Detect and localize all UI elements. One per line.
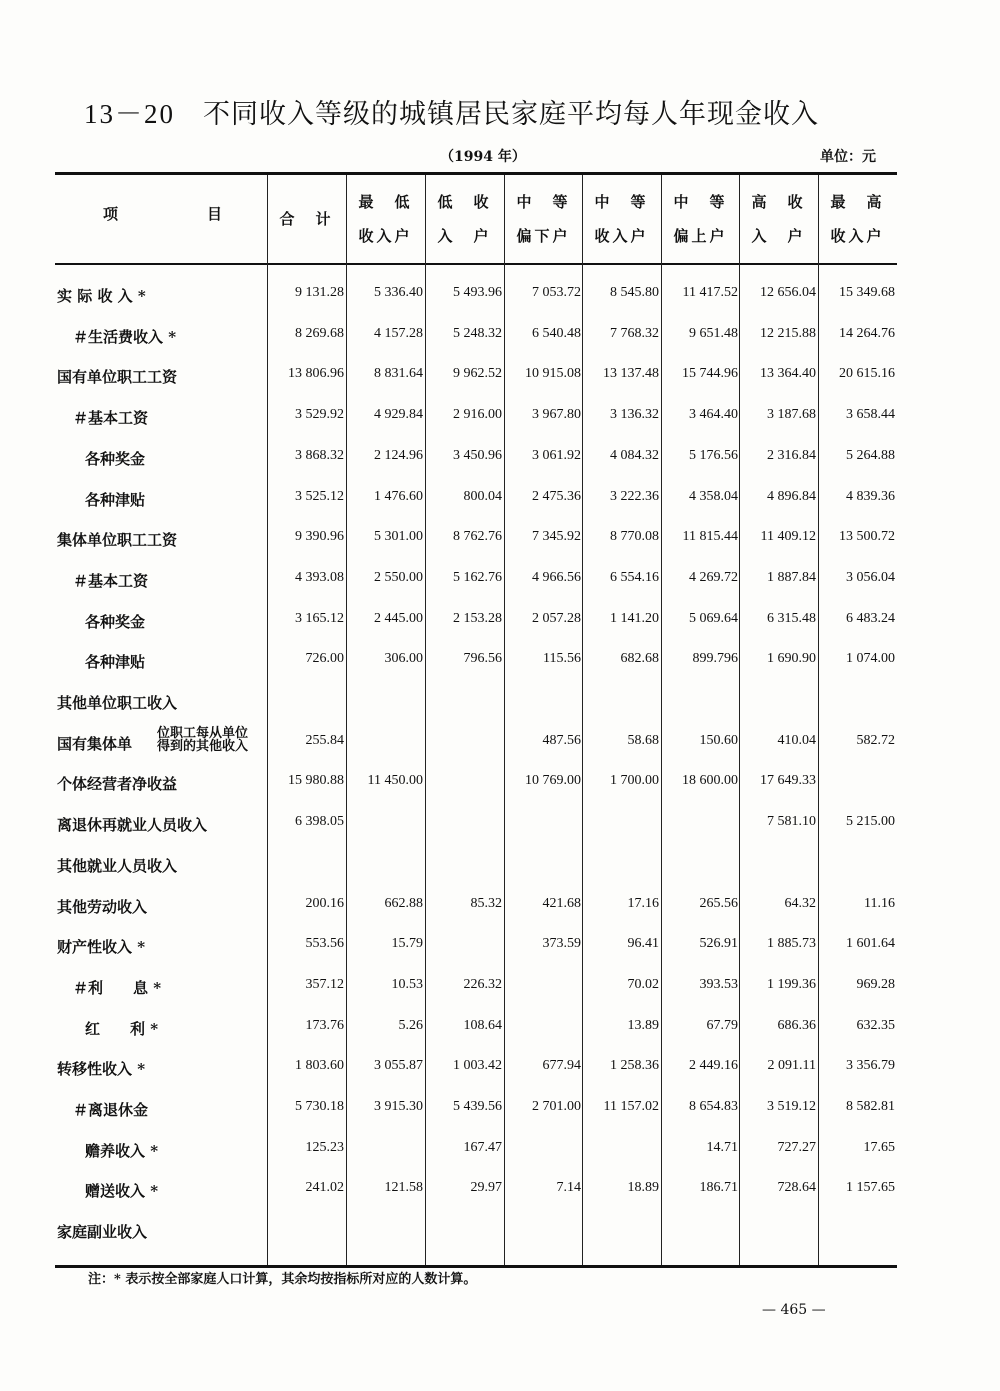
table-cell: 553.56 xyxy=(305,936,344,952)
row-label xyxy=(57,529,177,550)
table-cell: 8 545.80 xyxy=(610,285,659,300)
table-cell: 3 061.92 xyxy=(532,447,581,463)
table-cell: 10.53 xyxy=(391,976,423,992)
table-cell: 4 929.84 xyxy=(374,407,423,423)
table-row xyxy=(55,886,897,926)
row-label xyxy=(85,489,145,510)
column-divider xyxy=(661,175,662,1265)
table-cell: 4 157.28 xyxy=(374,325,423,341)
table-cell: 3 529.92 xyxy=(295,407,344,423)
column-divider xyxy=(582,175,583,1265)
row-label xyxy=(57,1058,145,1079)
table-cell: 3 222.36 xyxy=(610,488,659,504)
row-label-subline: 得到的其他收入 xyxy=(157,738,249,754)
row-label-text: 各种奖金 xyxy=(85,612,146,631)
table-cell: 200.16 xyxy=(305,895,344,911)
table-row xyxy=(55,682,897,722)
table-cell: 13 806.96 xyxy=(288,366,344,382)
table-cell: 726.00 xyxy=(305,651,344,667)
column-divider xyxy=(425,175,426,1265)
table-cell: 677.94 xyxy=(542,1058,581,1074)
table-cell: 96.41 xyxy=(627,936,659,952)
column-header xyxy=(504,185,583,255)
table-cell: 67.79 xyxy=(706,1017,738,1033)
table-cell: 526.91 xyxy=(699,936,738,952)
table-cell: 2 316.84 xyxy=(767,447,816,463)
table-cell: 6 315.48 xyxy=(767,610,816,626)
table-cell: 9 131.28 xyxy=(295,285,344,300)
table-cell: 125.23 xyxy=(305,1139,344,1155)
table-cell: 18 600.00 xyxy=(682,773,738,789)
table-cell: 14.71 xyxy=(706,1139,738,1155)
table-cell: 13 137.48 xyxy=(603,366,659,382)
table-cell: 70.02 xyxy=(627,976,659,992)
table-cell: 11 417.52 xyxy=(682,285,738,300)
table-cell: 1 199.36 xyxy=(767,976,816,992)
table-cell: 5 336.40 xyxy=(374,285,423,300)
row-label xyxy=(57,773,177,794)
table-cell: 796.56 xyxy=(463,651,502,667)
table-row xyxy=(55,804,897,844)
row-label xyxy=(73,977,161,998)
row-label xyxy=(57,896,147,917)
table-cell: 3 464.40 xyxy=(689,407,738,423)
table-cell: 1 690.90 xyxy=(767,651,816,667)
row-label-text: 其他劳动收入 xyxy=(57,897,148,916)
table-cell: 2 916.00 xyxy=(453,407,502,423)
column-header-line1: 中 等 xyxy=(516,193,571,211)
table-row xyxy=(55,275,897,315)
row-label xyxy=(57,814,207,835)
table-cell: 2 701.00 xyxy=(532,1099,581,1114)
table-row xyxy=(55,1048,897,1088)
table-cell: 5 301.00 xyxy=(374,529,423,545)
item-header-char-2: 目 xyxy=(207,205,223,223)
table-cell: 85.32 xyxy=(470,895,502,911)
row-label-text: 财产性收入 * xyxy=(57,938,146,957)
table-row xyxy=(55,560,897,600)
table-cell: 11 409.12 xyxy=(760,529,816,545)
table-cell: 3 519.12 xyxy=(767,1099,816,1114)
column-header-line1: 低 收 xyxy=(437,193,492,211)
table-cell: 727.27 xyxy=(777,1139,816,1155)
row-label-text: 各种奖金 xyxy=(85,449,146,468)
table-cell: 487.56 xyxy=(542,732,581,748)
table-cell: 2 057.28 xyxy=(532,610,581,626)
row-label xyxy=(85,651,145,672)
column-divider xyxy=(267,175,268,1265)
column-header-line1: 中 等 xyxy=(673,193,728,211)
table-cell: 800.04 xyxy=(463,488,502,504)
table-cell: 3 356.79 xyxy=(846,1058,895,1074)
column-header-line2: 入 户 xyxy=(751,227,806,245)
table-cell: 226.32 xyxy=(463,976,502,992)
table-cell: 5 162.76 xyxy=(453,569,502,585)
table-cell: 186.71 xyxy=(699,1180,738,1196)
row-label xyxy=(85,1140,158,1161)
column-header xyxy=(267,202,346,272)
table-cell: 17.16 xyxy=(627,895,659,911)
table-cell: 1 141.20 xyxy=(610,610,659,626)
table-cell: 15 980.88 xyxy=(288,773,344,789)
table-cell: 12 656.04 xyxy=(760,285,816,300)
table-cell: 14 264.76 xyxy=(839,325,895,341)
table-cell: 1 157.65 xyxy=(846,1180,895,1196)
table-cell: 17 649.33 xyxy=(760,773,816,789)
row-label-text: 其他就业人员收入 xyxy=(57,856,178,875)
table-row xyxy=(55,316,897,356)
table-cell: 15.79 xyxy=(391,936,423,952)
table-cell: 18.89 xyxy=(627,1180,659,1196)
table-cell: 13 364.40 xyxy=(760,366,816,382)
table-cell: 17.65 xyxy=(863,1139,895,1155)
table-row xyxy=(55,1211,897,1251)
table-cell: 2 445.00 xyxy=(374,610,423,626)
row-label-text: ＃利 息 * xyxy=(73,978,162,997)
table-cell: 5.26 xyxy=(398,1017,423,1033)
table-cell: 9 651.48 xyxy=(689,325,738,341)
year-subtitle: （1994 年） xyxy=(440,149,526,165)
item-header-char-1: 项 xyxy=(103,205,119,223)
row-label-text: 各种津贴 xyxy=(85,490,146,509)
table-cell: 899.796 xyxy=(692,651,738,667)
row-label-text: 离退休再就业人员收入 xyxy=(57,816,208,835)
column-header xyxy=(661,185,740,255)
row-label-text: 赠送收入 * xyxy=(85,1182,159,1201)
table-cell: 728.64 xyxy=(777,1180,816,1196)
table-cell: 8 831.64 xyxy=(374,366,423,382)
table-cell: 3 658.44 xyxy=(846,407,895,423)
row-label xyxy=(57,855,177,876)
column-header xyxy=(346,185,425,255)
table-cell: 393.53 xyxy=(699,976,738,992)
table-cell: 6 554.16 xyxy=(610,569,659,585)
row-label xyxy=(85,1180,158,1201)
table-cell: 8 582.81 xyxy=(846,1099,895,1114)
row-label xyxy=(57,366,177,387)
table-cell: 410.04 xyxy=(777,732,816,748)
table-cell: 115.56 xyxy=(543,651,581,667)
row-label-text: ＃离退休金 xyxy=(73,1101,149,1119)
table-cell: 7 581.10 xyxy=(767,814,816,830)
table-cell: 11.16 xyxy=(864,895,895,911)
row-label-text: ＃生活费收入 * xyxy=(73,327,177,346)
table-row xyxy=(55,356,897,396)
row-label-subtext xyxy=(157,727,248,753)
column-header-line2: 偏上户 xyxy=(673,227,728,245)
table-cell: 3 450.96 xyxy=(453,447,502,463)
column-header-line1: 合 计 xyxy=(279,210,334,228)
table-row xyxy=(55,438,897,478)
table-cell: 255.84 xyxy=(305,732,344,748)
table-cell: 306.00 xyxy=(384,651,423,667)
row-label-text: 家庭副业收入 xyxy=(57,1223,148,1242)
table-cell: 357.12 xyxy=(305,976,344,992)
page-number: — 465 — xyxy=(762,1302,826,1318)
table-row xyxy=(55,1130,897,1170)
table-cell: 3 525.12 xyxy=(295,488,344,504)
row-label-text: 国有单位职工工资 xyxy=(57,368,178,387)
table-cell: 1 887.84 xyxy=(767,569,816,585)
table-cell: 5 493.96 xyxy=(453,285,502,300)
table-cell: 4 393.08 xyxy=(295,569,344,585)
row-label-text: 红 利 * xyxy=(85,1019,159,1038)
column-header-line2: 收入户 xyxy=(358,227,413,245)
table-cell: 2 153.28 xyxy=(453,610,502,626)
table-cell: 7.14 xyxy=(556,1180,581,1196)
column-divider xyxy=(739,175,740,1265)
table-cell: 373.59 xyxy=(542,936,581,952)
table-number: 13－20 xyxy=(84,99,175,129)
table-cell: 5 439.56 xyxy=(453,1099,502,1114)
table-cell: 13 500.72 xyxy=(839,529,895,545)
table-row xyxy=(55,1170,897,1210)
table-cell: 5 176.56 xyxy=(689,447,738,463)
table-cell: 121.58 xyxy=(384,1180,423,1196)
column-header xyxy=(582,185,661,255)
table-row xyxy=(55,519,897,559)
table-cell: 1 258.36 xyxy=(610,1058,659,1074)
row-label xyxy=(85,1018,158,1039)
table-cell: 4 896.84 xyxy=(767,488,816,504)
table-cell: 9 962.52 xyxy=(453,366,502,382)
table-cell: 58.68 xyxy=(627,732,659,748)
table-cell: 632.35 xyxy=(856,1017,895,1033)
table-cell: 1 700.00 xyxy=(610,773,659,789)
table-cell: 8 762.76 xyxy=(453,529,502,545)
row-label xyxy=(57,285,146,306)
table-cell: 10 769.00 xyxy=(525,773,581,789)
table-cell: 9 390.96 xyxy=(295,529,344,545)
table-title-text: 不同收入等级的城镇居民家庭平均每人年现金收入 xyxy=(203,99,819,130)
table-cell: 3 055.87 xyxy=(374,1058,423,1074)
table-row xyxy=(55,1008,897,1048)
table-cell: 8 770.08 xyxy=(610,529,659,545)
column-divider xyxy=(346,175,347,1265)
table-row xyxy=(55,763,897,803)
table-cell: 4 084.32 xyxy=(610,447,659,463)
table-cell: 5 215.00 xyxy=(846,814,895,830)
column-divider xyxy=(818,175,819,1265)
table-cell: 3 868.32 xyxy=(295,447,344,463)
row-label xyxy=(85,448,145,469)
column-header-line1: 中 等 xyxy=(594,193,649,211)
table-cell: 582.72 xyxy=(856,732,895,748)
table-cell: 11 815.44 xyxy=(682,529,738,545)
row-label-text: ＃基本工资 xyxy=(73,409,149,428)
table-cell: 173.76 xyxy=(305,1017,344,1033)
table-cell: 686.36 xyxy=(777,1017,816,1033)
table-cell: 20 615.16 xyxy=(839,366,895,382)
table-cell: 10 915.08 xyxy=(525,366,581,382)
table-cell: 150.60 xyxy=(699,732,738,748)
table-row xyxy=(55,845,897,885)
table-cell: 265.56 xyxy=(699,895,738,911)
table-cell: 4 358.04 xyxy=(689,488,738,504)
table-row xyxy=(55,641,897,681)
table-cell: 15 744.96 xyxy=(682,366,738,382)
table-cell: 3 165.12 xyxy=(295,610,344,626)
table-cell: 1 074.00 xyxy=(846,651,895,667)
table-cell: 2 449.16 xyxy=(689,1058,738,1074)
table-cell: 6 540.48 xyxy=(532,325,581,341)
column-header-line2: 偏下户 xyxy=(516,227,571,245)
table-cell: 108.64 xyxy=(463,1017,502,1033)
table-cell: 11 450.00 xyxy=(367,773,423,789)
column-header-line2: 入 户 xyxy=(437,227,492,245)
table-cell: 1 601.64 xyxy=(846,936,895,952)
table-cell: 5 264.88 xyxy=(846,447,895,463)
table-cell: 7 768.32 xyxy=(610,325,659,341)
table-cell: 5 069.64 xyxy=(689,610,738,626)
table-cell: 4 269.72 xyxy=(689,569,738,585)
table-cell: 421.68 xyxy=(542,895,581,911)
row-label xyxy=(73,326,176,347)
table-cell: 11 157.02 xyxy=(603,1099,659,1114)
row-label xyxy=(57,733,132,754)
table-cell: 1 885.73 xyxy=(767,936,816,952)
column-header-line1: 最 低 xyxy=(358,193,413,211)
row-label-text: 各种津贴 xyxy=(85,653,146,672)
row-label xyxy=(85,611,145,632)
table-cell: 3 187.68 xyxy=(767,407,816,423)
column-header-line1: 最 高 xyxy=(830,193,885,211)
table-cell: 6 398.05 xyxy=(295,814,344,830)
table-cell: 5 248.32 xyxy=(453,325,502,341)
table-cell: 3 915.30 xyxy=(374,1099,423,1114)
row-label xyxy=(57,936,145,957)
table-row xyxy=(55,601,897,641)
table-cell: 6 483.24 xyxy=(846,610,895,626)
column-header-line1: 高 收 xyxy=(751,193,806,211)
table-cell: 4 839.36 xyxy=(846,488,895,504)
table-row xyxy=(55,479,897,519)
unit-label: 单位：元 xyxy=(820,149,876,165)
table-row xyxy=(55,1089,897,1129)
row-label-text: 个体经营者净收益 xyxy=(57,775,178,794)
table-cell: 7 053.72 xyxy=(532,285,581,300)
income-table xyxy=(55,172,897,1268)
column-header xyxy=(739,185,818,255)
table-cell: 2 124.96 xyxy=(374,447,423,463)
table-row xyxy=(55,397,897,437)
table-cell: 8 654.83 xyxy=(689,1099,738,1114)
table-cell: 7 345.92 xyxy=(532,529,581,545)
row-label xyxy=(57,692,177,713)
table-row xyxy=(55,723,897,763)
row-label-text: 集体单位职工工资 xyxy=(57,531,178,550)
table-cell: 682.68 xyxy=(620,651,659,667)
row-label xyxy=(57,1221,147,1242)
row-label-text: ＃基本工资 xyxy=(73,571,149,590)
column-header xyxy=(818,185,897,255)
table-cell: 969.28 xyxy=(856,976,895,992)
row-label xyxy=(73,407,148,428)
row-label-subline: 位职工每从单位 xyxy=(157,725,249,741)
row-label xyxy=(73,570,148,591)
table-title xyxy=(84,92,884,132)
table-cell: 15 349.68 xyxy=(839,285,895,300)
table-cell: 3 967.80 xyxy=(532,407,581,423)
row-label-text: 转移性收入 * xyxy=(57,1060,146,1079)
table-header xyxy=(55,175,897,265)
table-cell: 3 136.32 xyxy=(610,407,659,423)
table-cell: 29.97 xyxy=(470,1180,502,1196)
table-cell: 167.47 xyxy=(463,1139,502,1155)
row-label-text: 赡养收入 * xyxy=(85,1141,159,1160)
table-cell: 8 269.68 xyxy=(295,325,344,341)
table-cell: 13.89 xyxy=(627,1017,659,1033)
column-divider xyxy=(504,175,505,1265)
table-cell: 3 056.04 xyxy=(846,569,895,585)
table-cell: 2 475.36 xyxy=(532,488,581,504)
footnote: 注：* 表示按全部家庭人口计算，其余均按指标所对应的人数计算。 xyxy=(88,1272,477,1287)
table-cell: 2 091.11 xyxy=(767,1058,816,1074)
table-cell: 64.32 xyxy=(784,895,816,911)
row-label-text: 其他单位职工收入 xyxy=(57,694,178,712)
row-label xyxy=(73,1099,148,1120)
table-cell: 1 476.60 xyxy=(374,488,423,504)
table-cell: 1 003.42 xyxy=(453,1058,502,1074)
table-cell: 1 803.60 xyxy=(295,1058,344,1074)
table-cell: 2 550.00 xyxy=(374,569,423,585)
row-label-text: 实 际 收 入 * xyxy=(57,287,146,305)
row-label-text: 国有集体单 xyxy=(57,734,133,753)
table-cell: 662.88 xyxy=(384,895,423,911)
table-cell: 4 966.56 xyxy=(532,569,581,585)
table-cell: 5 730.18 xyxy=(295,1099,344,1114)
column-header-line2: 收入户 xyxy=(594,227,649,245)
column-header-line2: 收入户 xyxy=(830,227,885,245)
column-header xyxy=(425,185,504,255)
table-cell: 241.02 xyxy=(305,1180,344,1196)
table-row xyxy=(55,926,897,966)
table-cell: 12 215.88 xyxy=(760,325,816,341)
table-row xyxy=(55,967,897,1007)
